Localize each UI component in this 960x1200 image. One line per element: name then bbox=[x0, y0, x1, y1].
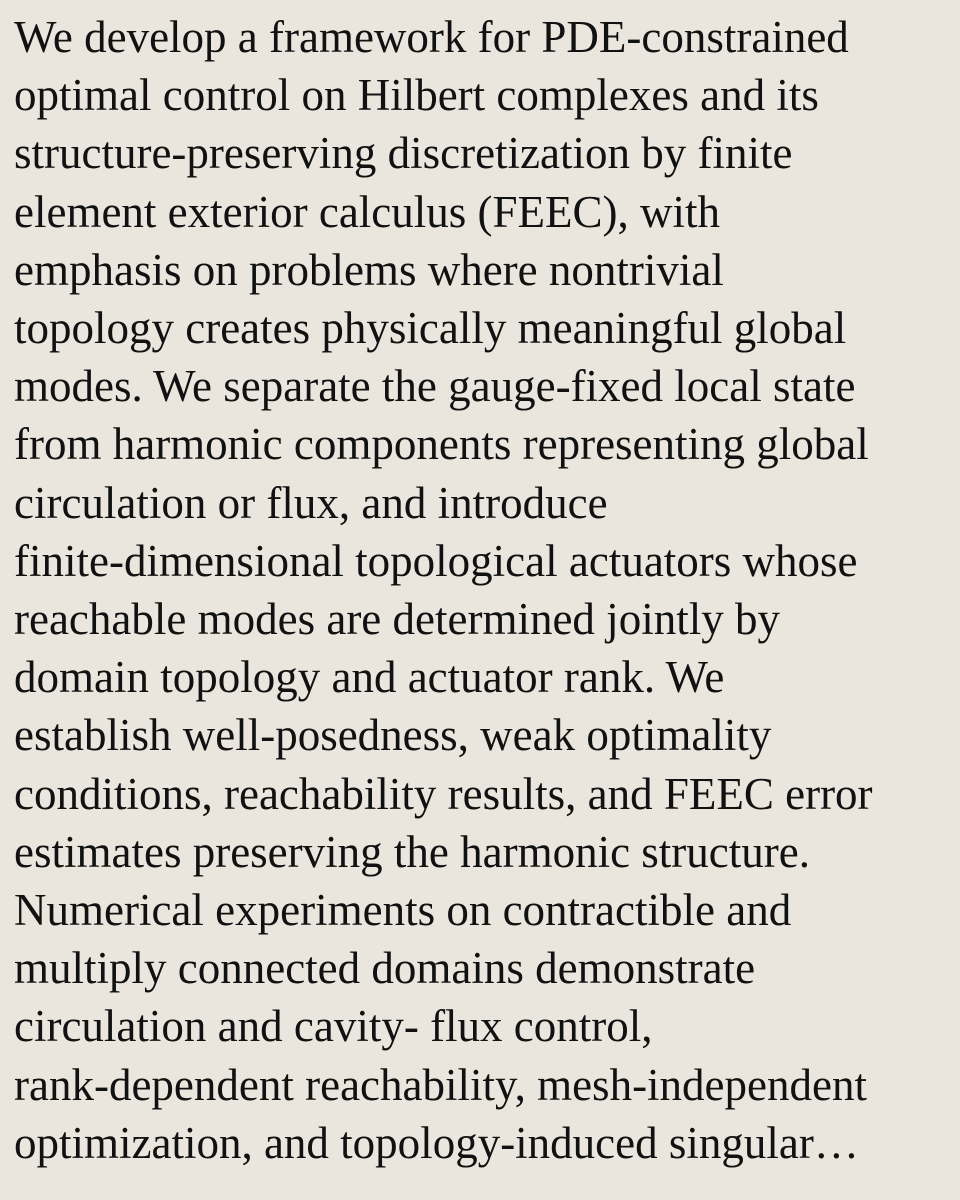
abstract-line: We develop a framework for PDE-constrained bbox=[14, 12, 849, 62]
abstract-line: estimates preserving the harmonic structure. bbox=[14, 826, 810, 877]
abstract-line: structure-preserving discretization by finite bbox=[14, 128, 793, 179]
abstract-line: modes. We separate the gauge-fixed local state bbox=[14, 361, 856, 412]
abstract-line: circulation or flux, and introduce bbox=[14, 477, 608, 528]
abstract-line: domain topology and actuator rank. We bbox=[14, 652, 725, 703]
abstract-text bbox=[14, 8, 946, 1172]
abstract-line: multiply connected domains demonstrate bbox=[14, 943, 756, 994]
abstract-line: establish well-posedness, weak optimality bbox=[14, 710, 772, 761]
abstract-line: rank-dependent reachability, mesh-independent bbox=[14, 1059, 867, 1110]
abstract-line: Numerical experiments on contractible and bbox=[14, 885, 792, 936]
abstract-line: emphasis on problems where nontrivial bbox=[14, 244, 724, 295]
abstract-line: element exterior calculus (FEEC), with bbox=[14, 186, 721, 237]
abstract-line: optimization, and topology-induced singular… bbox=[14, 1117, 859, 1168]
abstract-line: conditions, reachability results, and FEEC error bbox=[14, 768, 873, 819]
abstract-line: topology creates physically meaningful global bbox=[14, 303, 847, 354]
abstract-line: optimal control on Hilbert complexes and its bbox=[14, 70, 819, 121]
abstract-line: reachable modes are determined jointly by bbox=[14, 594, 780, 645]
abstract-line: finite-dimensional topological actuators whose bbox=[14, 535, 858, 586]
abstract-line: circulation and cavity- flux control, bbox=[14, 1001, 653, 1052]
abstract-line: from harmonic components representing global bbox=[14, 419, 869, 470]
